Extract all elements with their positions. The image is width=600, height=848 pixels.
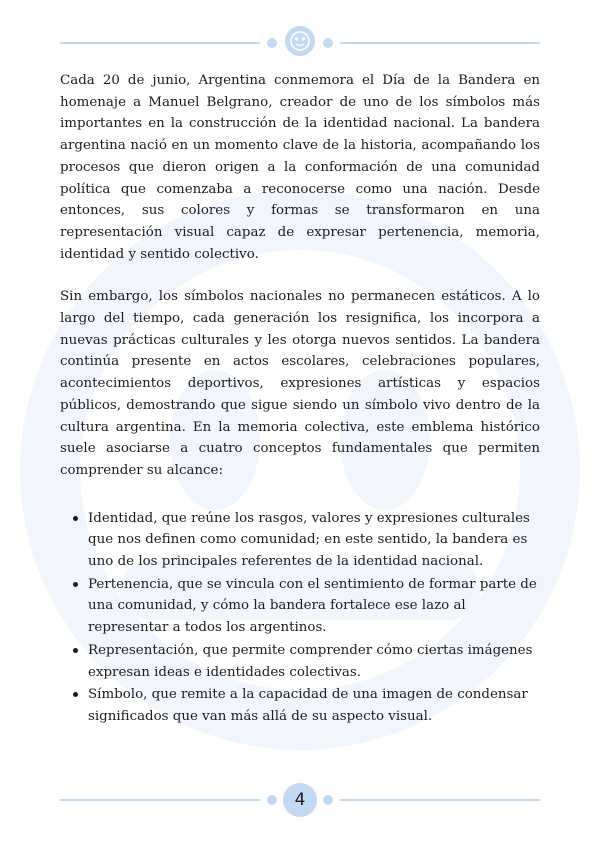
- divider-dot-right: [323, 38, 333, 48]
- divider-dot-right: [323, 795, 333, 805]
- divider-line-right: [340, 42, 540, 44]
- list-item-representacion: [60, 640, 540, 683]
- list-item-identidad: [60, 508, 540, 573]
- divider-line-left: [60, 42, 260, 44]
- list-item-simbolo: [60, 684, 540, 727]
- document-body: [60, 70, 540, 729]
- bullet-icon: [73, 516, 78, 521]
- list-item-text: Representación, que permite comprender cómo ciertas imágenes expresan ideas e identidades colectivas.: [88, 642, 533, 680]
- bullet-icon: [73, 648, 78, 653]
- paragraph-symbols: Sin embargo, los símbolos nacionales no permanecen estáticos. A lo largo del tiempo, cada generación los resignifica, los incorpora a nuevas prácticas culturales y les otorga nuevos sentidos. La bandera continúa presente en actos escolares, celebraciones populares, acontecimientos deportivos, expresiones artísticas y espacios públicos, demostrando que sigue siendo un símbolo vivo dentro de la cultura argentina. En la memoria colectiva, este emblema histórico suele asociarse a cuatro conceptos fundamentales que permiten comprender su alcance:: [60, 289, 540, 478]
- page-number-badge: [283, 783, 317, 817]
- bullet-icon: [73, 692, 78, 697]
- divider-line-left: [60, 799, 260, 801]
- list-item-text: Símbolo, que remite a la capacidad de una imagen de condensar significados que van más allá de su aspecto visual.: [88, 687, 528, 724]
- divider-dot-left: [267, 795, 277, 805]
- list-item-pertenencia: [60, 574, 540, 639]
- divider-line-right: [340, 799, 540, 801]
- sun-emblem-icon: [285, 26, 315, 56]
- footer-divider: [60, 790, 540, 810]
- concepts-list: [60, 508, 540, 728]
- paragraph-intro: Cada 20 de junio, Argentina conmemora el Día de la Bandera en homenaje a Manuel Belgrano, creador de uno de los símbolos más importantes en la construcción de la identidad nacional. La bandera argentina nació en un momento clave de la historia, acompañando los procesos que dieron origen a la conformación de una comunidad política que comenzaba a reconocerse como una nación. Desde entonces, sus colores y formas se transformaron en una representación visual capaz de expresar pertenencia, memoria, identidad y sentido colectivo.: [60, 73, 540, 262]
- list-item-text: Identidad, que reúne los rasgos, valores y expresiones culturales que nos definen como comunidad; en este sentido, la bandera es uno de los principales referentes de la identidad nacional.: [88, 510, 530, 570]
- divider-dot-left: [267, 38, 277, 48]
- page-number: 4: [294, 790, 306, 810]
- list-item-text: Pertenencia, que se vincula con el sentimiento de formar parte de una comunidad, y cómo la bandera fortalece ese lazo al representar a todos los argentinos.: [88, 576, 537, 636]
- bullet-icon: [73, 582, 78, 587]
- header-divider: [60, 33, 540, 53]
